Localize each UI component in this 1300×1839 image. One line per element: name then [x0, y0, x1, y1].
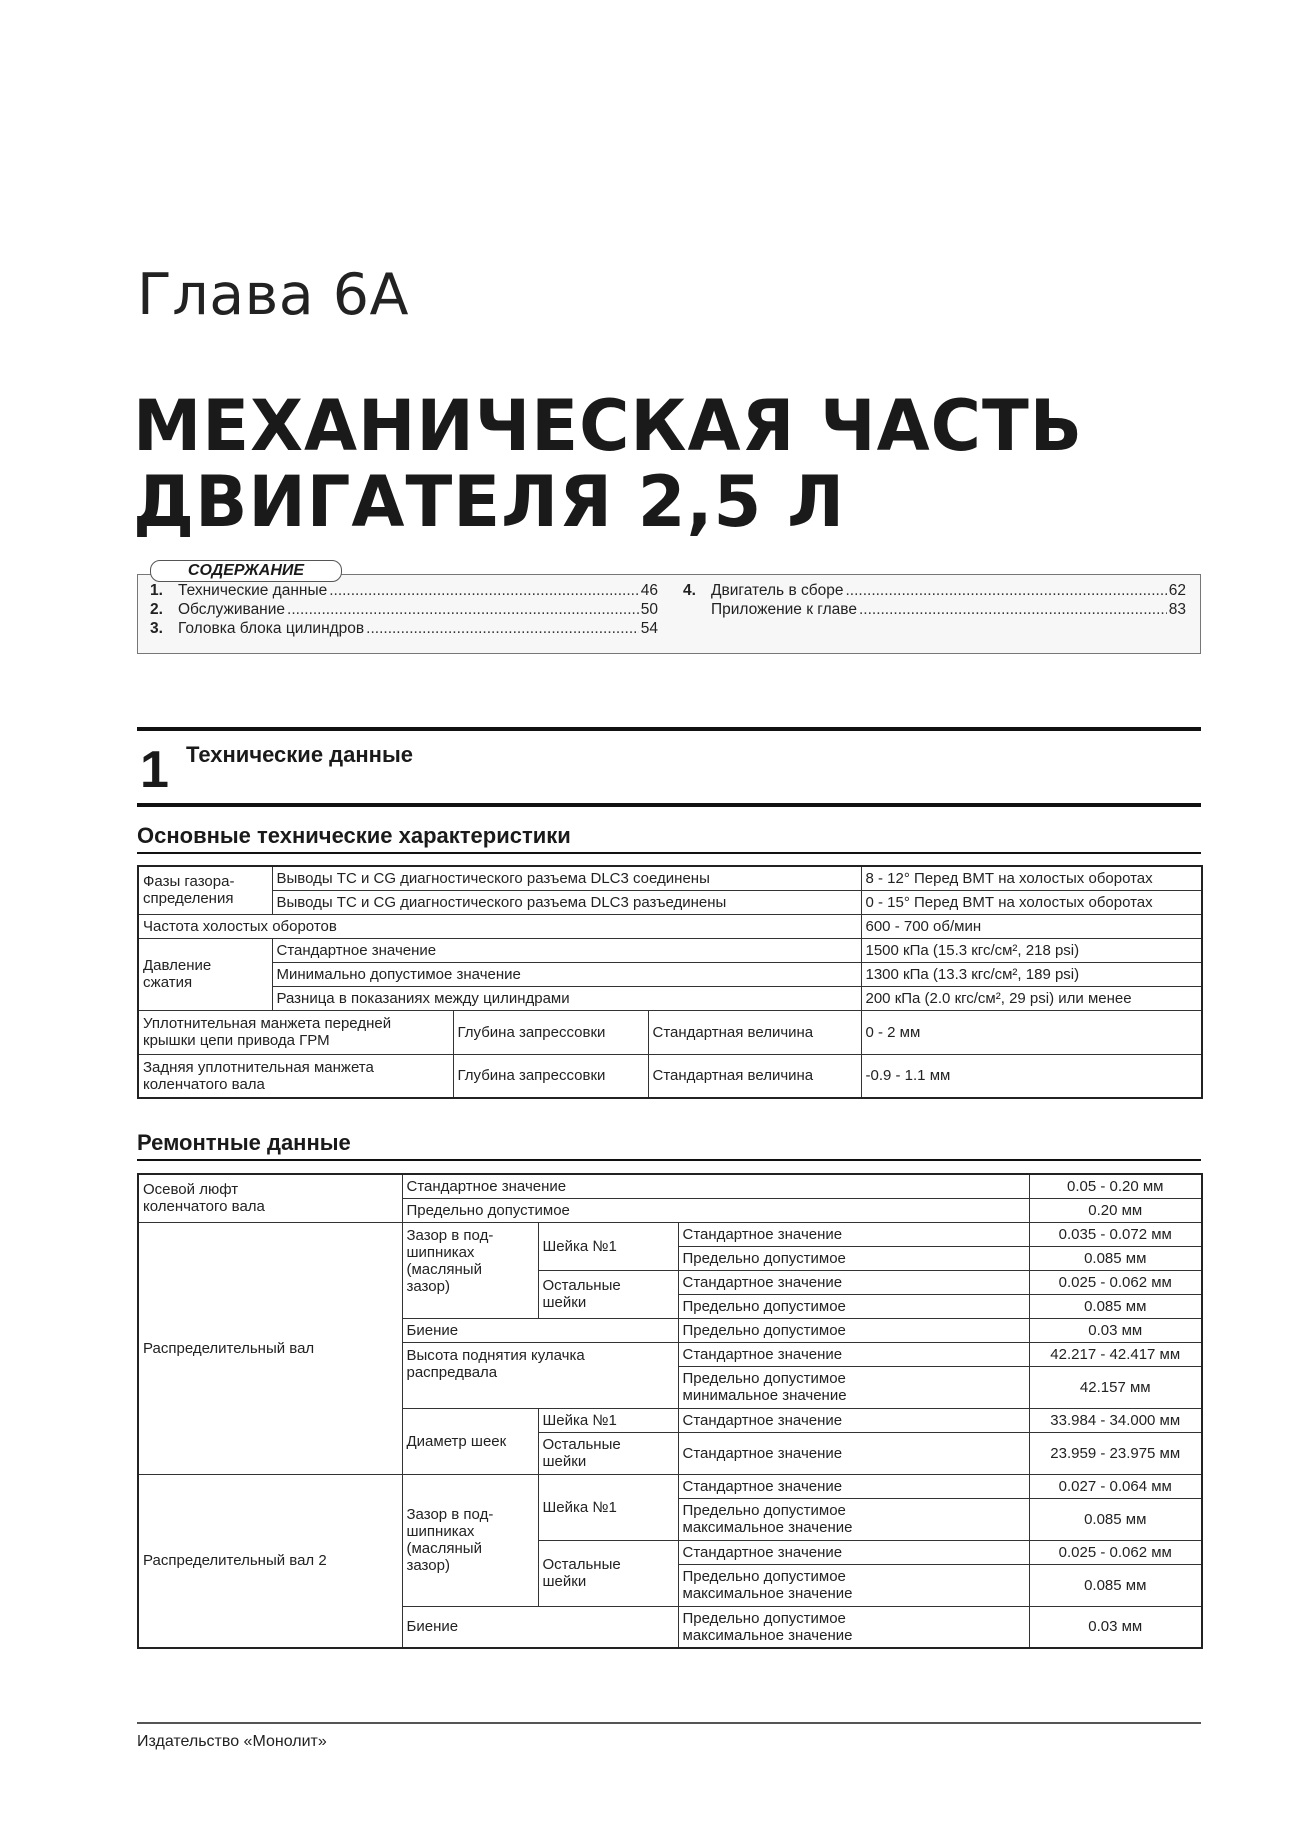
table-cell: Остальные шейки: [538, 1540, 678, 1606]
table-cell: 33.984 - 34.000 мм: [1029, 1408, 1202, 1432]
table-cell: Стандартное значение: [678, 1222, 1029, 1246]
table-row: [138, 986, 1202, 1010]
table-cell: Стандартная величина: [648, 1054, 861, 1098]
table-row: [138, 962, 1202, 986]
table-cell: Биение: [402, 1318, 678, 1342]
table-cell: 0.027 - 0.064 мм: [1029, 1474, 1202, 1498]
table-cell: 0.085 мм: [1029, 1294, 1202, 1318]
specs-table: [137, 865, 1203, 1099]
title-line-2: ДВИГАТЕЛЯ 2,5 Л: [133, 461, 846, 543]
table-cell: 0.085 мм: [1029, 1246, 1202, 1270]
toc-entry-number: 2.: [150, 601, 163, 618]
table-row: [138, 1174, 1202, 1198]
table-cell: Остальные шейки: [538, 1432, 678, 1474]
table-cell: -0.9 - 1.1 мм: [861, 1054, 1202, 1098]
toc-leader: [366, 620, 639, 638]
table-row: [138, 1222, 1202, 1246]
table-row: [138, 1010, 1202, 1054]
table-cell: Зазор в под- шипниках (масляный зазор): [402, 1474, 538, 1606]
table-cell: Предельно допустимое: [402, 1198, 1029, 1222]
table-cell: 0.03 мм: [1029, 1318, 1202, 1342]
toc-entry[interactable]: [150, 620, 658, 638]
toc-entry-number: 1.: [150, 582, 163, 599]
toc-entry[interactable]: [150, 582, 658, 600]
table-cell: 42.157 мм: [1029, 1366, 1202, 1408]
chapter-label: Глава 6А: [137, 262, 410, 328]
table-cell: Выводы TC и CG диагностического разъема DLC3 разъединены: [272, 890, 861, 914]
toc-entry-label: Головка блока цилиндров: [178, 620, 365, 637]
repair-table: [137, 1173, 1203, 1649]
footer-rule: [137, 1722, 1201, 1724]
table-cell: 0.20 мм: [1029, 1198, 1202, 1222]
crank-label: Осевой люфт коленчатого вала: [138, 1174, 402, 1222]
table-cell: Стандартное значение: [402, 1174, 1029, 1198]
table-cell: Предельно допустимое максимальное значение: [678, 1564, 1029, 1606]
table-cell: 0.085 мм: [1029, 1498, 1202, 1540]
toc-entry-label: Приложение к главе: [711, 601, 857, 618]
table-row: [138, 1474, 1202, 1498]
table-cell: 1500 кПа (15.3 кгс/см², 218 psi): [861, 938, 1202, 962]
table-cell: Стандартное значение: [678, 1270, 1029, 1294]
table-row: [138, 914, 1202, 938]
table-cell: 0.025 - 0.062 мм: [1029, 1270, 1202, 1294]
compression-label: Давление сжатия: [138, 938, 272, 1010]
specs-heading: Основные технические характеристики: [137, 823, 571, 848]
toc-entry-page: 54: [640, 620, 658, 637]
section-rule-top: [137, 727, 1201, 731]
table-cell: 8 - 12° Перед ВМТ на холостых оборотах: [861, 866, 1202, 890]
publisher-label: Издательство «Монолит»: [137, 1733, 327, 1750]
toc-entry-page: 83: [1168, 601, 1186, 618]
table-cell: Шейка №1: [538, 1222, 678, 1270]
section-rule-bottom: [137, 803, 1201, 807]
toc-entry-number: 3.: [150, 620, 163, 637]
table-cell: Стандартное значение: [678, 1474, 1029, 1498]
table-cell: Глубина запрессовки: [453, 1054, 648, 1098]
table-row: [138, 890, 1202, 914]
table-cell: Стандартное значение: [272, 938, 861, 962]
toc-leader: [859, 601, 1167, 619]
table-row: [138, 938, 1202, 962]
table-cell: 23.959 - 23.975 мм: [1029, 1432, 1202, 1474]
toc-entry[interactable]: [683, 582, 1186, 600]
table-cell: 600 - 700 об/мин: [861, 914, 1202, 938]
toc-leader: [329, 582, 639, 600]
table-cell: Предельно допустимое: [678, 1318, 1029, 1342]
table-cell: Минимально допустимое значение: [272, 962, 861, 986]
toc-entry-page: 62: [1168, 582, 1186, 599]
table-cell: Предельно допустимое минимальное значение: [678, 1366, 1029, 1408]
table-cell: 0.03 мм: [1029, 1606, 1202, 1648]
table-cell: Предельно допустимое максимальное значение: [678, 1498, 1029, 1540]
table-cell: 0.085 мм: [1029, 1564, 1202, 1606]
toc-entry[interactable]: [683, 601, 1186, 619]
table-cell: 0 - 2 мм: [861, 1010, 1202, 1054]
table-cell: Выводы TC и CG диагностического разъема DLC3 соединены: [272, 866, 861, 890]
table-cell: Биение: [402, 1606, 678, 1648]
table-cell: 0 - 15° Перед ВМТ на холостых оборотах: [861, 890, 1202, 914]
table-cell: Высота поднятия кулачка распредвала: [402, 1342, 678, 1408]
table-row: [138, 866, 1202, 890]
specs-heading-rule: [137, 852, 1201, 854]
table-cell: 42.217 - 42.417 мм: [1029, 1342, 1202, 1366]
table-cell: Предельно допустимое: [678, 1294, 1029, 1318]
table-cell: Уплотнительная манжета передней крышки цепи привода ГРМ: [138, 1010, 453, 1054]
toc-leader: [287, 601, 639, 619]
repair-heading: Ремонтные данные: [137, 1130, 351, 1155]
table-cell: 0.025 - 0.062 мм: [1029, 1540, 1202, 1564]
table-cell: Предельно допустимое: [678, 1246, 1029, 1270]
table-row: [138, 1054, 1202, 1098]
table-cell: Стандартное значение: [678, 1540, 1029, 1564]
table-cell: Глубина запрессовки: [453, 1010, 648, 1054]
toc-entry-page: 46: [640, 582, 658, 599]
table-cell: Стандартное значение: [678, 1342, 1029, 1366]
cam2-label: Распределительный вал 2: [138, 1474, 402, 1648]
toc-entry-label: Двигатель в сборе: [711, 582, 844, 599]
toc-leader: [845, 582, 1166, 600]
table-cell: Разница в показаниях между цилиндрами: [272, 986, 861, 1010]
toc-entry-label: Обслуживание: [178, 601, 286, 618]
page-title: [133, 385, 1084, 543]
table-cell: 0.035 - 0.072 мм: [1029, 1222, 1202, 1246]
table-cell: Остальные шейки: [538, 1270, 678, 1318]
toc-entry[interactable]: [150, 601, 658, 619]
toc-entry-number: 4.: [683, 582, 696, 599]
table-cell: 200 кПа (2.0 кгс/см², 29 psi) или менее: [861, 986, 1202, 1010]
table-cell: 1300 кПа (13.3 кгс/см², 189 psi): [861, 962, 1202, 986]
table-cell: Шейка №1: [538, 1408, 678, 1432]
valve-timing-label: Фазы газора- спределения: [138, 866, 272, 914]
repair-heading-rule: [137, 1159, 1201, 1161]
table-cell: Задняя уплотнительная манжета коленчатого вала: [138, 1054, 453, 1098]
table-cell: Шейка №1: [538, 1474, 678, 1540]
table-cell: Предельно допустимое максимальное значение: [678, 1606, 1029, 1648]
table-cell: Частота холостых оборотов: [138, 914, 861, 938]
table-cell: Стандартная величина: [648, 1010, 861, 1054]
toc-label: СОДЕРЖАНИЕ: [150, 560, 342, 582]
section-title: Технические данные: [186, 742, 413, 767]
cam1-label: Распределительный вал: [138, 1222, 402, 1474]
table-cell: 0.05 - 0.20 мм: [1029, 1174, 1202, 1198]
title-line-1: МЕХАНИЧЕСКАЯ ЧАСТЬ: [133, 385, 1084, 467]
toc-entry-label: Технические данные: [178, 582, 328, 599]
toc-entry-page: 50: [640, 601, 658, 618]
table-cell: Стандартное значение: [678, 1408, 1029, 1432]
table-cell: Стандартное значение: [678, 1432, 1029, 1474]
section-number: 1: [140, 741, 169, 799]
table-cell: Диаметр шеек: [402, 1408, 538, 1474]
table-cell: Зазор в под- шипниках (масляный зазор): [402, 1222, 538, 1318]
